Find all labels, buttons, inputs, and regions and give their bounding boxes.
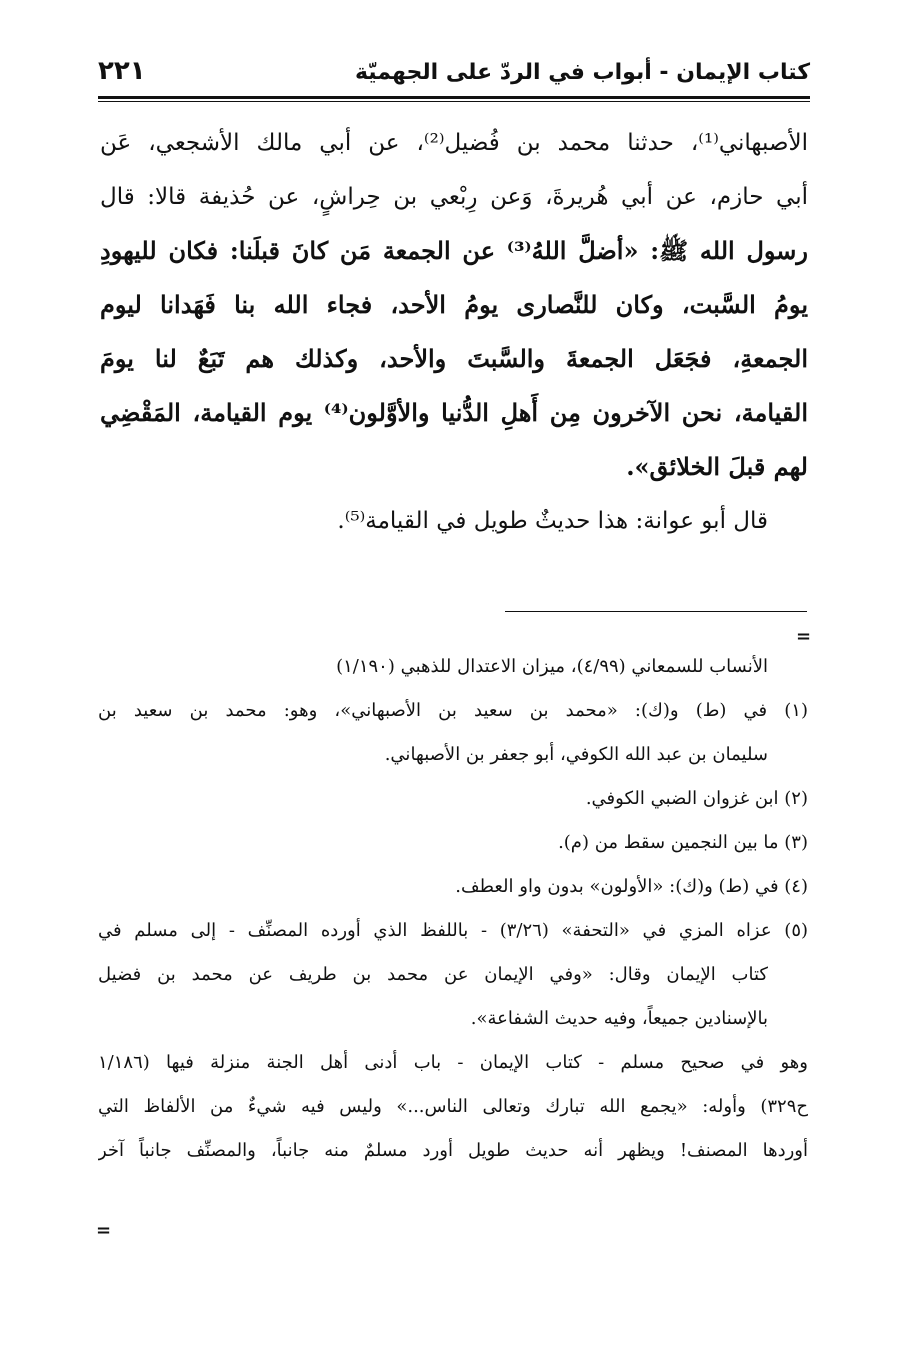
footnote-line: الأنساب للسمعاني (٤/٩٩)، ميزان الاعتدال للذهبي (١/١٩٠): [336, 656, 768, 677]
footnote-line: أوردها المصنف! ويظهر أنه حديث طويل أورد مسلمٌ منه جانباً، والمصنِّف جانباً آخر: [98, 1140, 808, 1161]
footnote-separator: [505, 611, 807, 612]
hadith-line: رسول الله ﷺ: «أضلَّ اللهُ⁽³⁾ عن الجمعة مَن كانَ قبلَنا: فكان لليهودِ: [100, 236, 808, 265]
running-header-title: كتاب الإيمان - أبواب في الردّ على الجهميّة: [354, 60, 810, 85]
footnotes: [98, 645, 808, 1173]
footnote-line: (٤) في (ط) و(ك): «الأولون» بدون واو العطف.: [455, 876, 808, 897]
page-number: ٢٢١: [98, 56, 146, 86]
running-header: [98, 56, 810, 96]
text-line: الأصبهاني⁽¹⁾، حدثنا محمد بن فُضيل⁽²⁾، عن أبي مالك الأشجعي، عَن: [100, 130, 808, 156]
header-rule: [98, 96, 810, 102]
footnote-line: كتاب الإيمان وقال: «وفي الإيمان عن محمد بن طريف عن محمد بن فضيل: [98, 964, 768, 985]
hadith-line: يومُ السَّبت، وكان للنَّصارى يومُ الأحد، فجاء الله بنا فَهَدانا ليوم: [100, 290, 808, 319]
footnote-line: (١) في (ط) و(ك): «محمد بن سعيد بن الأصبهاني»، وهو: محمد بن سعيد بن: [98, 700, 808, 721]
hadith-line: القيامة، نحن الآخرون مِن أَهلِ الدُّنيا والأوَّلون⁽⁴⁾ يوم القيامة، المَقْضِي: [100, 398, 808, 427]
footnote-line: (٣) ما بين النجمين سقط من (م).: [558, 832, 808, 853]
footnote-line: ح٣٢٩) وأوله: «يجمع الله تبارك وتعالى الناس...» وليس فيه شيءٌ من الألفاظ التي: [98, 1096, 808, 1117]
text-line: قال أبو عوانة: هذا حديثٌ طويل في القيامة⁽⁵⁾.: [337, 508, 768, 534]
hadith-line: الجمعةِ، فجَعَل الجمعةَ والسَّبتَ والأحد، وكذلك هم تَبَعٌ لنا يومَ: [100, 344, 808, 373]
footnote-line: (٥) عزاه المزي في «التحفة» (٣/٢٦) - باللفظ الذي أورده المصنِّف - إلى مسلم في: [98, 920, 808, 941]
footnote-line: بالإسنادين جميعاً، وفيه حديث الشفاعة».: [470, 1008, 768, 1029]
footnote-line: وهو في صحيح مسلم - كتاب الإيمان - باب أدنى أهل الجنة منزلة فيها (١/١٨٦: [98, 1052, 808, 1073]
footnote-continuation-mark: =: [96, 1220, 112, 1241]
hadith-line: لهم قبلَ الخلائق».: [626, 452, 808, 481]
footnote-continuation-mark: =: [796, 626, 812, 647]
text-line: أبي حازم، عن أبي هُريرةَ، وَعن رِبْعي بن حِراشٍ، عن حُذيفة قالا: قال: [100, 184, 808, 210]
footnote-line: (٢) ابن غزوان الضبي الكوفي.: [585, 788, 808, 809]
main-text: [100, 116, 808, 548]
footnote-line: سليمان بن عبد الله الكوفي، أبو جعفر بن الأصبهاني.: [384, 744, 768, 765]
